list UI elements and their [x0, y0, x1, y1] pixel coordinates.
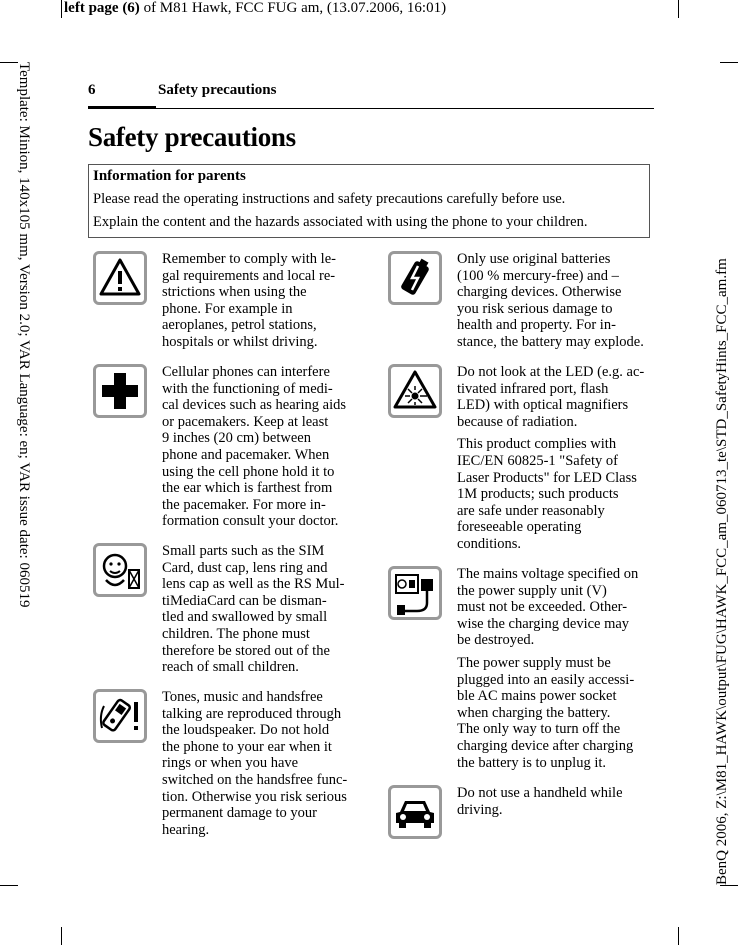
text-line: therefore be stored out of the	[162, 642, 330, 659]
print-header-prefix: left page (6)	[64, 0, 140, 16]
text-line: the phone to your ear when it	[162, 738, 332, 755]
safety-item	[457, 566, 649, 771]
safety-item	[457, 251, 649, 351]
text-line: must not be exceeded. Other-	[457, 599, 628, 616]
crop-mark	[0, 885, 18, 886]
text-line: stance, the battery may explode.	[457, 333, 644, 350]
text-line: because of radiation.	[457, 413, 578, 430]
info-box-title: Information for parents	[93, 168, 246, 184]
crop-mark	[678, 927, 679, 945]
text-line: gal requirements and local re-	[162, 267, 336, 284]
crop-mark	[720, 62, 738, 63]
text-line: Do not look at the LED (e.g. ac-	[457, 364, 645, 380]
text-line: or pacemakers. Keep at least	[162, 413, 329, 430]
text-line: health and property. For in-	[457, 317, 616, 334]
text-line: This product complies with	[457, 436, 617, 453]
running-title: Safety precautions	[158, 82, 277, 98]
text-line: using the cell phone hold it to	[162, 463, 335, 480]
text-line: the power supply unit (V)	[457, 582, 607, 599]
text-line: the loudspeaker. Do not hold	[162, 722, 330, 739]
text-line: wise the charging device may	[457, 615, 630, 632]
text-line: tled and swallowed by small	[162, 609, 328, 626]
text-line: the ear which is farthest from	[162, 480, 333, 497]
car-icon	[388, 785, 442, 839]
warning-icon	[93, 251, 147, 305]
text-line: formation consult your doctor.	[162, 513, 339, 530]
page-title: Safety precautions	[88, 122, 296, 152]
text-line: ble AC mains power socket	[457, 688, 617, 705]
text-line: lens cap as well as the RS Mul-	[162, 576, 345, 593]
text-line: 9 inches (20 cm) between	[162, 430, 311, 447]
text-line: permanent damage to your	[162, 805, 318, 822]
text-line: phone and pacemaker. When	[162, 446, 330, 463]
text-line: driving.	[457, 801, 503, 818]
text-line: Laser Products" for LED Class	[457, 469, 637, 486]
crop-mark	[678, 0, 679, 18]
text-line: Cellular phones can interfere	[162, 364, 330, 380]
safety-item	[162, 364, 354, 530]
text-line: hospitals or whilst driving.	[162, 333, 318, 350]
text-line: Do not use a handheld while	[457, 785, 623, 801]
text-line: the pacemaker. For more in-	[162, 496, 326, 513]
header-rule-thick	[88, 106, 156, 109]
print-header-rest: of M81 Hawk, FCC FUG am, (13.07.2006, 16:01)	[139, 0, 447, 16]
template-side-text: Template: Minion, 140x105 mm, Version 2.0; VAR Language: en; VAR issue date: 060519	[16, 62, 32, 608]
safety-item	[457, 785, 649, 818]
print-header	[64, 0, 446, 17]
medical-cross-icon	[93, 364, 147, 418]
text-line: aeroplanes, petrol stations,	[162, 317, 317, 334]
text-line: switched on the handsfree func-	[162, 771, 348, 788]
safety-item	[162, 251, 352, 351]
file-path-side-text: BenQ 2006, Z:\M81_HAWK\output\FUG\HAWK_FCC_am_060713_te\STD_SafetyHints_FCC_am.fm	[714, 258, 730, 885]
safety-item	[162, 689, 354, 838]
text-line: with the functioning of medi-	[162, 380, 333, 397]
loudspeaker-warning-icon	[93, 689, 147, 743]
text-line: Small parts such as the SIM	[162, 543, 325, 559]
text-line: Remember to comply with le-	[162, 251, 336, 267]
power-supply-icon	[388, 566, 442, 620]
text-line: reach of small children.	[162, 659, 299, 676]
text-line: hearing.	[162, 821, 210, 838]
info-box	[88, 164, 650, 238]
text-line: rings or when you have	[162, 755, 299, 772]
crop-mark	[61, 0, 62, 18]
child-small-parts-icon	[93, 543, 147, 597]
text-line: LED) with optical magnifiers	[457, 397, 629, 414]
text-line: talking are reproduced through	[162, 705, 342, 722]
text-line: when charging the battery.	[457, 704, 611, 721]
page-number: 6	[88, 82, 96, 98]
text-line: plugged into an easily accessi-	[457, 671, 635, 688]
battery-icon	[388, 251, 442, 305]
text-line: the battery is to unplug it.	[457, 754, 607, 771]
text-line: foreseeable operating	[457, 519, 582, 536]
laser-warning-icon	[388, 364, 442, 418]
info-box-line: Please read the operating instructions and safety precautions carefully before use.	[93, 191, 566, 207]
text-line: tivated infrared port, flash	[457, 380, 609, 397]
text-line: Card, dust cap, lens ring and	[162, 559, 328, 576]
info-box-line: Explain the content and the hazards associated with using the phone to your children.	[93, 214, 588, 230]
crop-mark	[61, 927, 62, 945]
text-line: conditions.	[457, 535, 522, 552]
text-line: (100 % mercury-free) and –	[457, 267, 619, 284]
text-line: The only way to turn off the	[457, 721, 621, 738]
text-line: The power supply must be	[457, 654, 611, 671]
text-line: tiMediaCard can be disman-	[162, 592, 327, 609]
crop-mark	[720, 885, 738, 886]
header-rule	[156, 108, 654, 109]
text-line: 1M products; such products	[457, 486, 619, 503]
text-line: charging devices. Otherwise	[457, 284, 622, 301]
text-line: IEC/EN 60825-1 "Safety of	[457, 452, 618, 469]
text-line: The mains voltage specified on	[457, 566, 639, 582]
safety-item	[162, 543, 352, 676]
text-line: strictions when using the	[162, 284, 307, 301]
text-line: charging device after charging	[457, 737, 634, 754]
text-line: are safe under reasonably	[457, 502, 605, 519]
text-line: Only use original batteries	[457, 251, 611, 267]
text-line: cal devices such as hearing aids	[162, 397, 346, 414]
safety-item	[457, 364, 649, 553]
text-line: phone. For example in	[162, 300, 293, 317]
text-line: be destroyed.	[457, 632, 535, 649]
text-line: children. The phone must	[162, 625, 310, 642]
text-line: tion. Otherwise you risk serious	[162, 788, 347, 805]
text-line: you risk serious damage to	[457, 300, 613, 317]
text-line: Tones, music and handsfree	[162, 689, 323, 705]
